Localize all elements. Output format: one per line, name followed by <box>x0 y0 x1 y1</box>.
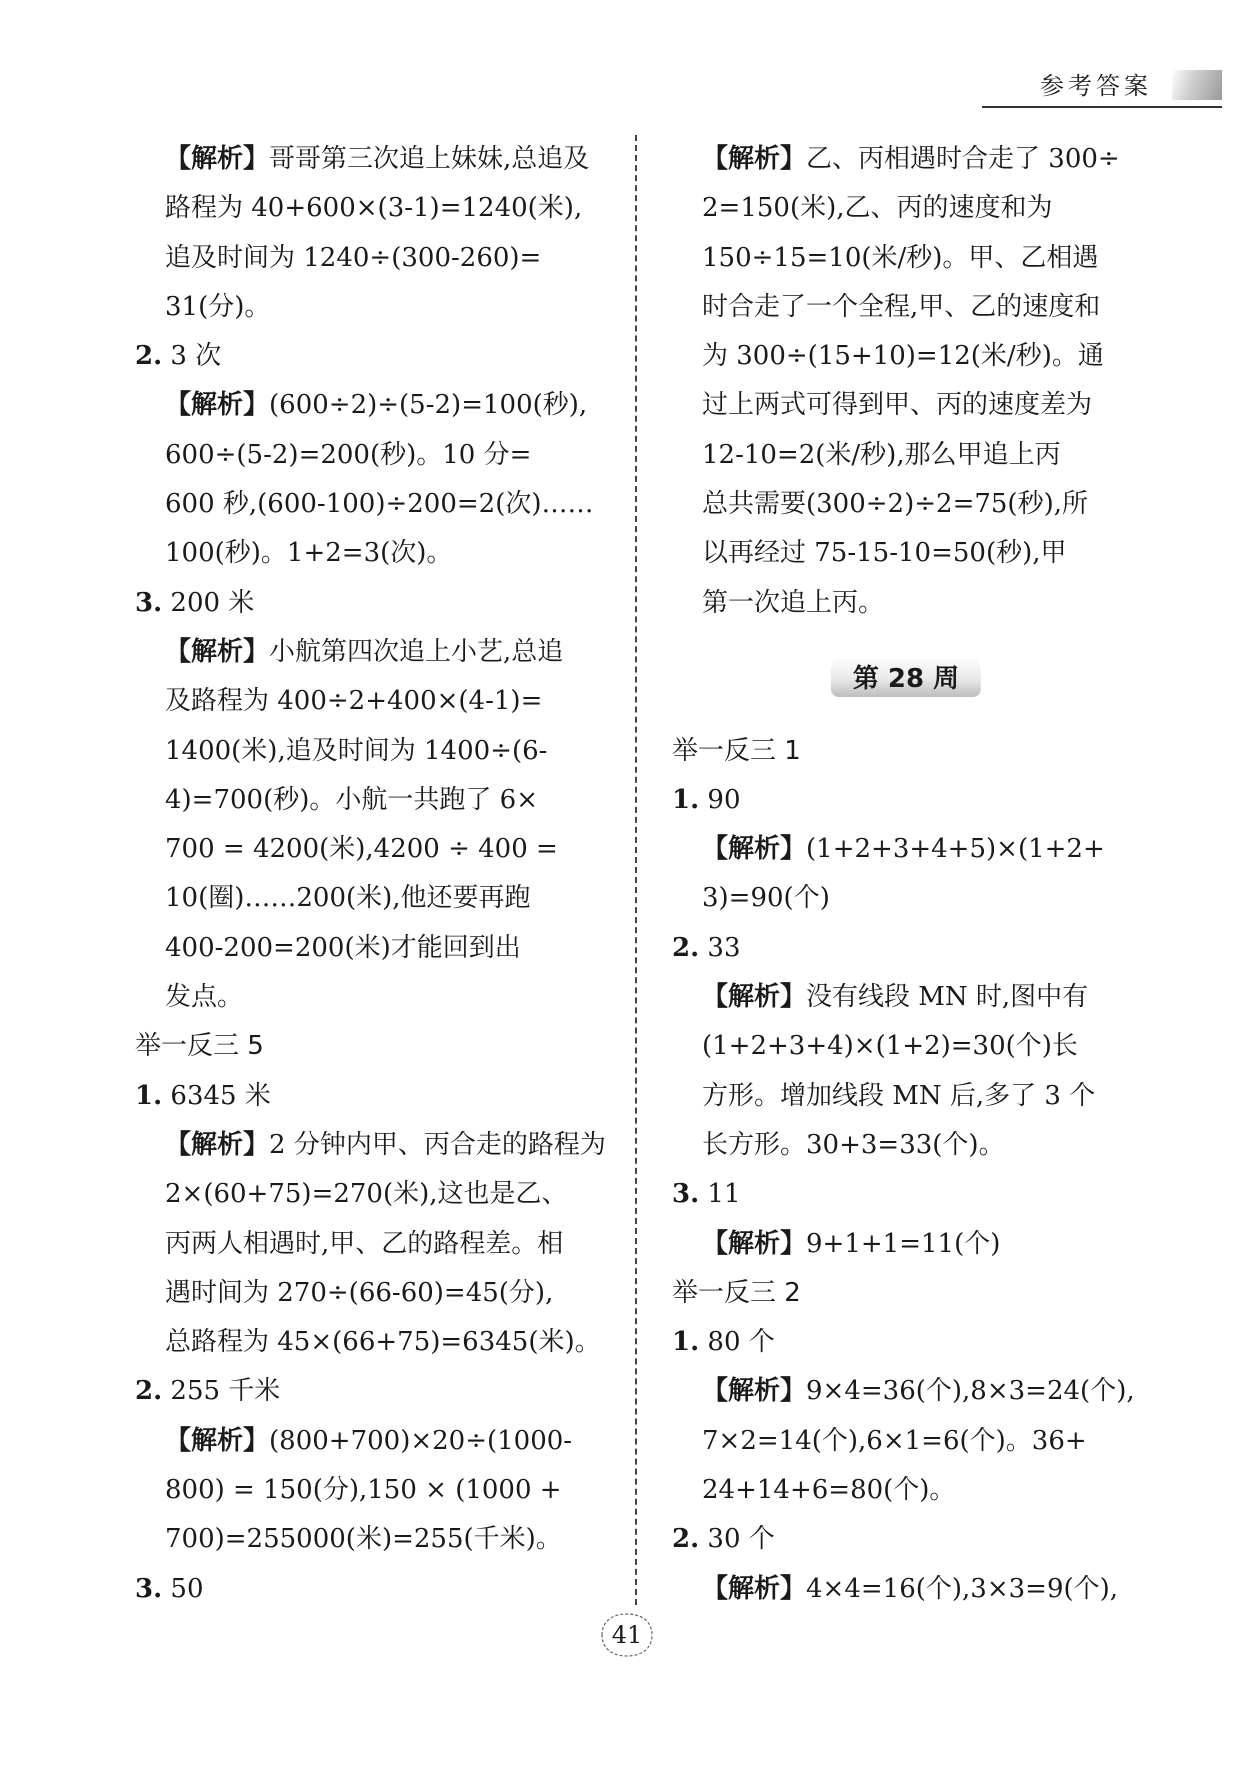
page-number: 41 <box>611 1621 643 1649</box>
question-number: 2. <box>135 1376 163 1407</box>
explanation-tag: 【解析】 <box>702 144 807 174</box>
question-number: 2. <box>672 932 700 963</box>
answer-text: 255 千米 <box>162 1376 281 1407</box>
explanation-text: 150÷15=10(米/秒)。甲、乙相遇 <box>702 242 1099 273</box>
explanation-line <box>672 874 1140 923</box>
explanation-text: 3)=90(个) <box>702 883 830 914</box>
left-column <box>135 135 610 1614</box>
explanation-text: 哥哥第三次追上妹妹,总追及 <box>269 144 590 174</box>
explanation-line <box>672 579 1140 628</box>
answer-line <box>672 1170 1140 1219</box>
explanation-line <box>135 825 610 874</box>
explanation-text: 7×2=14(个),6×1=6(个)。36+ <box>702 1425 1087 1456</box>
explanation-text: 4×4=16(个),3×3=9(个), <box>806 1573 1119 1604</box>
explanation-text: 1400(米),追及时间为 1400÷(6- <box>165 735 548 766</box>
explanation-text: 100(秒)。1+2=3(次)。 <box>165 538 453 569</box>
explanation-tag: 【解析】 <box>702 1228 807 1259</box>
answer-line <box>135 1072 610 1121</box>
explanation-line <box>135 1269 610 1318</box>
explanation-text: 时合走了一个全程,甲、乙的速度和 <box>702 291 1101 322</box>
explanation-text: 4)=700(秒)。小航一共跑了 6× <box>165 784 538 815</box>
answer-line <box>135 332 610 381</box>
explanation-line <box>672 1565 1140 1614</box>
answer-text: 50 <box>162 1573 204 1604</box>
explanation-text: 方形。增加线段 MN 后,多了 3 个 <box>702 1080 1096 1111</box>
explanation-text: 24+14+6=80(个)。 <box>702 1475 956 1506</box>
explanation-tag: 【解析】 <box>165 390 270 421</box>
explanation-line <box>135 677 610 726</box>
header-rule <box>982 106 1222 108</box>
explanation-line <box>135 973 610 1022</box>
explanation-line <box>135 874 610 923</box>
question-number: 3. <box>135 1573 163 1604</box>
explanation-line <box>135 1170 610 1219</box>
explanation-line <box>135 727 610 776</box>
explanation-line <box>135 628 610 677</box>
answer-line <box>135 579 610 628</box>
explanation-tag: 【解析】 <box>702 982 807 1013</box>
explanation-text: 第一次追上丙。 <box>702 587 885 618</box>
explanation-line <box>672 480 1140 529</box>
explanation-line <box>672 234 1140 283</box>
explanation-tag: 【解析】 <box>702 1376 807 1407</box>
section-heading <box>135 1022 610 1071</box>
explanation-text: 2 分钟内甲、丙合走的路程为 <box>269 1129 606 1160</box>
right-column <box>672 135 1140 1614</box>
explanation-tag: 【解析】 <box>165 144 270 174</box>
explanation-line <box>672 332 1140 381</box>
question-number: 1. <box>672 1327 700 1358</box>
explanation-text: 没有线段 MN 时,图中有 <box>806 982 1089 1013</box>
explanation-line <box>135 1417 610 1466</box>
explanation-line <box>135 431 610 480</box>
answer-text: 33 <box>699 932 741 963</box>
explanation-line <box>672 529 1140 578</box>
answer-text: 90 <box>699 784 741 815</box>
answer-line <box>672 1318 1140 1367</box>
explanation-text: 2×(60+75)=270(米),这也是乙、 <box>165 1179 568 1210</box>
explanation-line <box>672 431 1140 480</box>
explanation-line <box>672 1022 1140 1071</box>
page-number-badge <box>592 1608 662 1662</box>
explanation-text: 发点。 <box>165 982 244 1013</box>
page-header <box>982 60 1222 110</box>
answer-line <box>672 776 1140 825</box>
week-banner <box>672 628 1140 727</box>
answer-line <box>135 1367 610 1416</box>
explanation-tag: 【解析】 <box>165 1129 270 1160</box>
explanation-text: (1+2+3+4)×(1+2)=30(个)长 <box>702 1031 1078 1062</box>
explanation-text: 及路程为 400÷2+400×(4-1)= <box>165 686 543 717</box>
header-title: 参考答案 <box>1040 72 1152 100</box>
question-number: 3. <box>672 1179 700 1210</box>
explanation-line <box>135 776 610 825</box>
explanation-text: 长方形。30+3=33(个)。 <box>702 1129 1005 1160</box>
explanation-text: (600÷2)÷(5-2)=100(秒), <box>269 390 588 421</box>
explanation-line <box>672 973 1140 1022</box>
question-number: 1. <box>135 1080 163 1111</box>
explanation-text: 小航第四次追上小艺,总追 <box>269 636 564 667</box>
answer-text: 30 个 <box>699 1524 775 1555</box>
explanation-text: 丙两人相遇时,甲、乙的路程差。相 <box>165 1228 564 1259</box>
explanation-line <box>135 924 610 973</box>
explanation-text: (800+700)×20÷(1000- <box>269 1425 573 1456</box>
answer-text: 3 次 <box>162 341 222 372</box>
explanation-text: 过上两式可得到甲、丙的速度差为 <box>702 390 1093 421</box>
explanation-tag: 【解析】 <box>165 636 270 667</box>
explanation-tag: 【解析】 <box>702 834 807 865</box>
explanation-text: 总路程为 45×(66+75)=6345(米)。 <box>165 1327 601 1358</box>
explanation-line <box>672 283 1140 332</box>
explanation-line <box>135 1220 610 1269</box>
answer-line <box>672 1515 1140 1564</box>
answer-text: 200 米 <box>162 587 255 618</box>
explanation-text: 700 = 4200(米),4200 ÷ 400 = <box>165 834 558 865</box>
explanation-line <box>672 184 1140 233</box>
explanation-line <box>672 825 1140 874</box>
section-heading-text: 举一反三 2 <box>672 1277 801 1308</box>
explanation-line <box>135 234 610 283</box>
explanation-line <box>135 529 610 578</box>
answer-line <box>135 1565 610 1614</box>
explanation-text: 31(分)。 <box>165 291 271 322</box>
explanation-line <box>672 1466 1140 1515</box>
section-heading <box>672 727 1140 776</box>
explanation-line <box>135 1515 610 1564</box>
explanation-text: 为 300÷(15+10)=12(米/秒)。通 <box>702 341 1104 372</box>
explanation-text: 9+1+1=11(个) <box>806 1228 1001 1259</box>
right-column-part-a <box>672 135 1140 628</box>
explanation-text: 乙、丙相遇时合走了 300÷ <box>806 144 1120 174</box>
right-column-part-b <box>672 727 1140 1614</box>
explanation-text: 路程为 40+600×(3-1)=1240(米), <box>165 193 583 224</box>
answer-text: 6345 米 <box>162 1080 271 1111</box>
explanation-line <box>135 1318 610 1367</box>
explanation-text: (1+2+3+4+5)×(1+2+ <box>806 834 1105 865</box>
answer-line <box>672 924 1140 973</box>
question-number: 1. <box>672 784 700 815</box>
explanation-line <box>135 135 610 184</box>
explanation-text: 400-200=200(米)才能回到出 <box>165 932 521 963</box>
explanation-text: 700)=255000(米)=255(千米)。 <box>165 1524 562 1555</box>
explanation-text: 2=150(米),乙、丙的速度和为 <box>702 193 1053 224</box>
section-heading-text: 举一反三 1 <box>672 735 801 766</box>
explanation-line <box>135 1466 610 1515</box>
column-divider <box>635 135 637 1605</box>
explanation-line <box>135 283 610 332</box>
explanation-text: 以再经过 75-15-10=50(秒),甲 <box>702 538 1067 569</box>
explanation-text: 10(圈)……200(米),他还要再跑 <box>165 883 531 914</box>
question-number: 2. <box>135 341 163 372</box>
section-heading-text: 举一反三 5 <box>135 1031 264 1062</box>
question-number: 3. <box>135 587 163 618</box>
explanation-text: 600÷(5-2)=200(秒)。10 分= <box>165 439 532 470</box>
question-number: 2. <box>672 1524 700 1555</box>
explanation-line <box>672 1220 1140 1269</box>
explanation-text: 总共需要(300÷2)÷2=75(秒),所 <box>702 489 1088 520</box>
explanation-text: 9×4=36(个),8×3=24(个), <box>806 1376 1135 1407</box>
explanation-line <box>672 1417 1140 1466</box>
answer-text: 11 <box>699 1179 741 1210</box>
explanation-line <box>135 184 610 233</box>
explanation-line <box>135 1121 610 1170</box>
explanation-text: 遇时间为 270÷(66-60)=45(分), <box>165 1277 554 1308</box>
week-label: 第 28 周 <box>831 656 981 697</box>
explanation-text: 追及时间为 1240÷(300-260)= <box>165 242 542 273</box>
explanation-line <box>672 381 1140 430</box>
explanation-tag: 【解析】 <box>702 1573 807 1604</box>
section-heading <box>672 1269 1140 1318</box>
explanation-text: 600 秒,(600-100)÷200=2(次)…… <box>165 489 594 520</box>
header-tab-decoration <box>1172 70 1222 100</box>
explanation-line <box>672 1121 1140 1170</box>
answer-text: 80 个 <box>699 1327 775 1358</box>
explanation-text: 12-10=2(米/秒),那么甲追上丙 <box>702 439 1061 470</box>
explanation-line <box>672 1072 1140 1121</box>
explanation-line <box>672 1367 1140 1416</box>
explanation-text: 800) = 150(分),150 × (1000 + <box>165 1475 562 1506</box>
explanation-line <box>135 480 610 529</box>
explanation-tag: 【解析】 <box>165 1425 270 1456</box>
explanation-line <box>672 135 1140 184</box>
explanation-line <box>135 381 610 430</box>
